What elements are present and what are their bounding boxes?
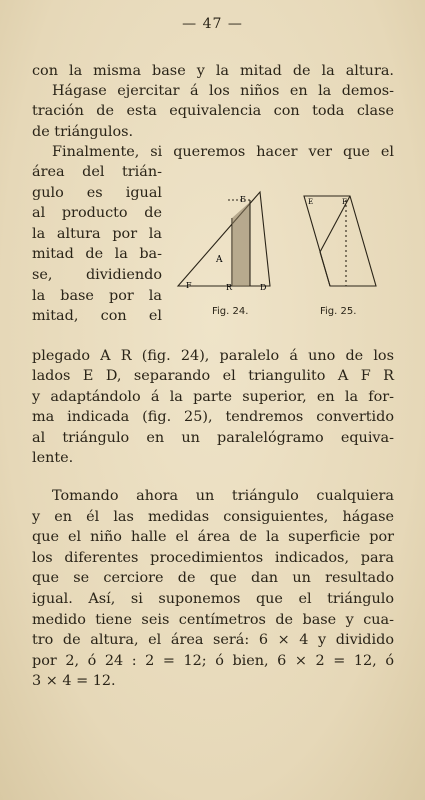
text-line: y adaptándolo á la parte superior, en la for- <box>32 388 394 405</box>
text-line: la altura por la <box>32 225 162 242</box>
fig24-caption: Fig. 24. <box>212 306 249 317</box>
fig24-label-F: F <box>186 281 192 290</box>
text-line: que se cerciore de que dan un resultado <box>32 570 394 587</box>
text-line: lente. <box>32 450 74 467</box>
paragraph-2-side-text <box>32 162 162 327</box>
fig25-label-F: F <box>342 198 347 206</box>
fig25-label-E: E <box>308 198 314 206</box>
paragraph-1 <box>32 61 394 162</box>
text-line: lados E D, separando el triangulito A F R <box>32 368 394 385</box>
paragraph-3 <box>32 486 394 692</box>
text-line: que el niño halle el área de la superficie por <box>32 529 394 546</box>
text-line: gulo es igual <box>32 184 162 201</box>
text-line: tración de esta equivalencia con toda clase <box>32 103 394 120</box>
text-line: al triángulo en un paralelógramo equiva- <box>32 429 394 446</box>
text-line: área del trián- <box>32 164 162 180</box>
text-line: medido tiene seis centímetros de base y cua- <box>32 611 394 628</box>
fig24-label-R: R <box>226 283 233 292</box>
text-line: de triángulos. <box>32 123 134 140</box>
text-line: plegado A R (fig. 24), paralelo á uno de los <box>32 348 394 364</box>
text-line: y en él las medidas consiguientes, hágase <box>32 508 394 525</box>
page-number: — 47 — <box>182 16 243 32</box>
figures-24-25 <box>170 190 390 330</box>
text-line: Hágase ejercitar á los niños en la demos- <box>52 83 394 100</box>
fig24-shaded-region <box>232 202 250 286</box>
fig24-label-D: D <box>260 283 267 292</box>
text-line: Tomando ahora un triángulo cualquiera <box>52 488 394 504</box>
text-line: la base por la <box>32 287 162 304</box>
text-line: con la misma base y la mitad de la altura. <box>32 63 394 79</box>
fig24-label-E: E <box>240 195 246 204</box>
fig25-parallelogram <box>304 196 376 286</box>
fig24-label-A: A <box>216 255 223 265</box>
text-line: por 2, ó 24 : 2 = 12; ó bien, 6 × 2 = 12, ó <box>32 652 394 669</box>
text-line: igual. Así, si suponemos que el triángulo <box>32 590 394 607</box>
text-line: Finalmente, si queremos hacer ver que el <box>52 143 394 160</box>
fig24-diagram <box>170 190 390 330</box>
text-line: mitad de la ba- <box>32 246 162 263</box>
text-line: 3 × 4 = 12. <box>32 673 116 690</box>
text-line: ma indicada (fig. 25), tendremos convertido <box>32 409 394 426</box>
fig24-triangle <box>178 192 270 286</box>
text-line: tro de altura, el área será: 6 × 4 y dividido <box>32 632 394 649</box>
text-line: se, dividiendo <box>32 266 162 283</box>
fig25-caption: Fig. 25. <box>320 306 357 317</box>
text-line: al producto de <box>32 205 162 222</box>
paragraph-2-continued <box>32 346 394 468</box>
text-line: mitad, con el <box>32 308 162 325</box>
text-line: los diferentes procedimientos indicados, para <box>32 549 394 566</box>
